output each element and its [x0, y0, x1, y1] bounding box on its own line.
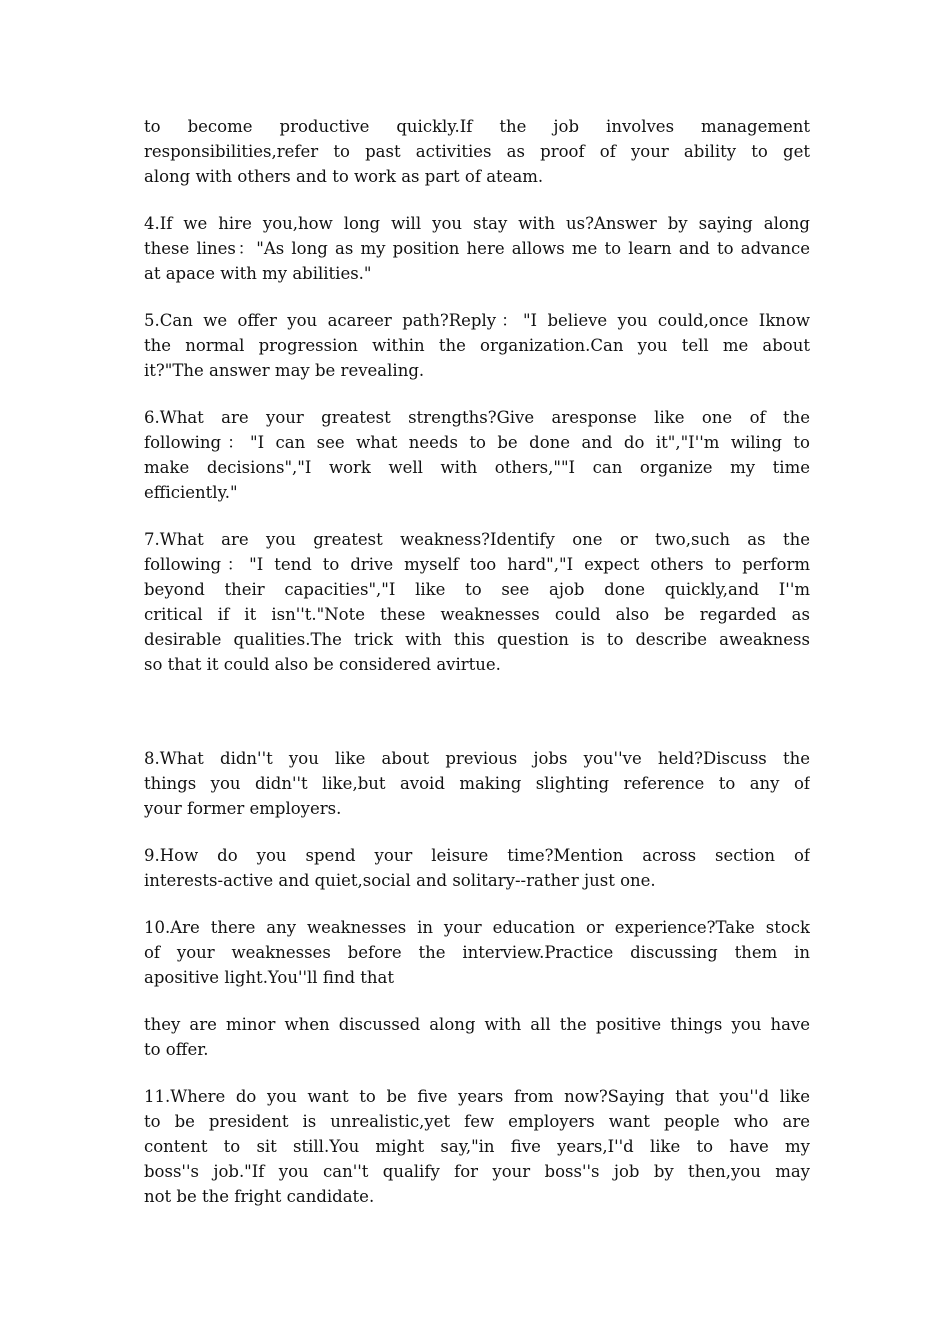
paragraph-question-7: [144, 527, 810, 677]
text-line: to offer.: [144, 1040, 209, 1059]
text-line: 5.Can we offer you acareer path?Reply："I believe you could,once Iknow: [144, 311, 810, 330]
text-line: 9.How do you spend your leisure time?Mention across section of: [144, 846, 810, 865]
text-line: make decisions","I work well with others,""I can organize my time: [144, 458, 810, 477]
text-line: to become productive quickly.If the job involves management: [144, 117, 810, 136]
text-line: efficiently.": [144, 483, 238, 502]
text-line: these lines："As long as my position here allows me to learn and to advance: [144, 239, 810, 258]
text-line: responsibilities,refer to past activities as proof of your ability to get: [144, 142, 810, 161]
text-line: so that it could also be considered avirtue.: [144, 655, 501, 674]
text-line: of your weaknesses before the interview.Practice discussing them in: [144, 943, 810, 962]
text-line: 7.What are you greatest weakness?Identify one or two,such as the: [144, 530, 810, 549]
text-line: 10.Are there any weaknesses in your education or experience?Take stock: [144, 918, 810, 937]
text-line: interests-active and quiet,social and solitary--rather just one.: [144, 871, 656, 890]
text-line: 6.What are your greatest strengths?Give aresponse like one of the: [144, 408, 810, 427]
text-line: content to sit still.You might say,"in five years,I''d like to have my: [144, 1137, 810, 1156]
text-line: things you didn''t like,but avoid making slighting reference to any of: [144, 774, 810, 793]
paragraph-question-9: [144, 843, 810, 893]
paragraph-question-4: [144, 211, 810, 286]
text-line: desirable qualities.The trick with this question is to describe aweakness: [144, 630, 810, 649]
text-line: following："I tend to drive myself too hard","I expect others to perform: [144, 555, 810, 574]
paragraph-question-8: [144, 746, 810, 821]
text-line: they are minor when discussed along with all the positive things you have: [144, 1015, 810, 1034]
text-line: following："I can see what needs to be done and do it","I''m wiling to: [144, 433, 810, 452]
text-line: 11.Where do you want to be five years from now?Saying that you''d like: [144, 1087, 810, 1106]
text-line: 4.If we hire you,how long will you stay with us?Answer by saying along: [144, 214, 810, 233]
paragraph-question-10: [144, 915, 810, 990]
text-line: boss''s job."If you can''t qualify for your boss''s job by then,you may: [144, 1162, 810, 1181]
text-line: beyond their capacities","I like to see ajob done quickly,and I''m: [144, 580, 810, 599]
text-line: not be the fright candidate.: [144, 1187, 375, 1206]
text-line: apositive light.You''ll find that: [144, 968, 394, 987]
paragraph-question-5: [144, 308, 810, 383]
text-line: your former employers.: [144, 799, 342, 818]
text-line: it?"The answer may be revealing.: [144, 361, 425, 380]
paragraph-question-11: [144, 1084, 810, 1209]
text-line: to be president is unrealistic,yet few employers want people who are: [144, 1112, 810, 1131]
text-line: critical if it isn''t."Note these weaknesses could also be regarded as: [144, 605, 810, 624]
paragraph-intro: [144, 114, 810, 189]
paragraph-question-10-continued: [144, 1012, 810, 1062]
text-line: 8.What didn''t you like about previous jobs you''ve held?Discuss the: [144, 749, 810, 768]
paragraph-question-6: [144, 405, 810, 505]
text-line: the normal progression within the organization.Can you tell me about: [144, 336, 810, 355]
text-line: at apace with my abilities.": [144, 264, 372, 283]
text-line: along with others and to work as part of ateam.: [144, 167, 544, 186]
